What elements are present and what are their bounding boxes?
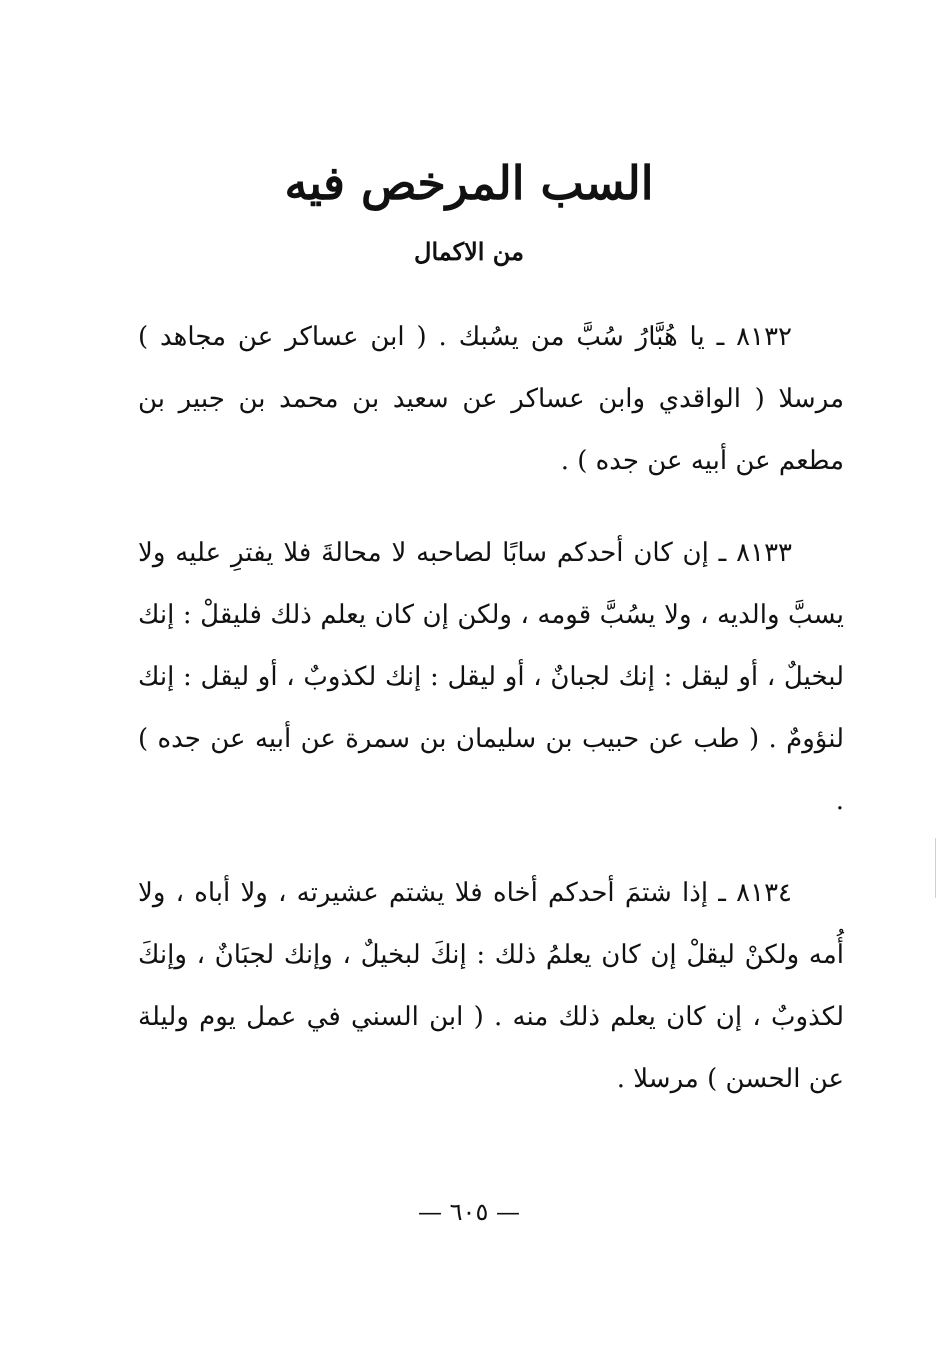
hadith-8133: ٨١٣٣ ـ إن كان أحدكم سابًا لصاحبه لا محالةَ فلا يفترِ عليه ولا يسبَّ والديه ، ولا يسُبَّ قومه ، ولكن إن كان يعلم ذلك فليقلْ : إنك لبخيلٌ ، أو ليقل : إنك لجبانٌ ، أو ليقل : إنك لكذوبٌ ، أو ليقل : إنك لنؤومٌ . ( طب عن حبيب بن سليمان بن سمرة عن أبيه عن جده ) . bbox=[138, 538, 844, 816]
page-number: — ٦٠٥ — bbox=[418, 1198, 520, 1226]
chapter-title: السب المرخص فيه bbox=[284, 156, 654, 210]
hadith-list bbox=[138, 306, 844, 1140]
hadith-8132: ٨١٣٢ ـ يا هُبَّارُ سُبَّ من يسُبك . ( ابن عساكر عن مجاهد ) مرسلا ( الواقدي وابن عساكر عن سعيد بن محمد بن جبير بن مطعم عن أبيه عن جده ) . bbox=[138, 322, 844, 476]
scan-edge-mark bbox=[935, 838, 936, 898]
section-subtitle: من الاكمال bbox=[414, 237, 524, 266]
hadith-8134: ٨١٣٤ ـ إذا شتمَ أحدكم أخاه فلا يشتم عشيرته ، ولا أباه ، ولا أُمه ولكنْ ليقلْ إن كان يعلمُ ذلك : إنكَ لبخيلٌ ، وإنك لجبَانٌ ، وإنكَ لكذوبٌ ، إن كان يعلم ذلك منه . ( ابن السني في عمل يوم وليلة عن الحسن ) مرسلا . bbox=[138, 878, 844, 1094]
